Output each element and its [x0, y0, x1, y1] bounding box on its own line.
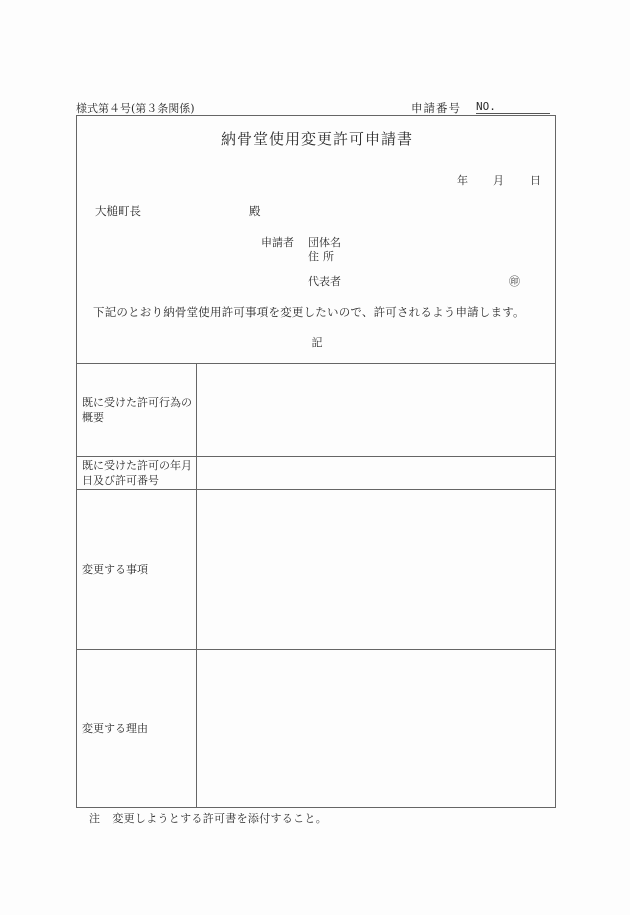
honorific: 殿 — [249, 204, 261, 218]
seal-icon: ㊞ — [509, 275, 520, 288]
addressee: 大槌町長 — [95, 204, 141, 218]
application-form-box — [76, 115, 556, 808]
application-number-label: 申請番号 — [411, 101, 461, 115]
address-label: 住所 — [308, 250, 338, 263]
ki-heading: 記 — [311, 336, 323, 349]
change-reason-field[interactable] — [197, 650, 555, 807]
note-text: 変更しようとする許可書を添付すること。 — [112, 812, 328, 825]
change-items-field[interactable] — [197, 490, 555, 649]
table-row-prior-permit-date-number — [77, 456, 555, 489]
date-day-label: 日 — [530, 174, 541, 187]
request-statement: 下記のとおり納骨堂使用許可事項を変更したいので、許可されるよう申請します。 — [93, 305, 525, 319]
row-label: 既に受けた許可行為の概要 — [77, 364, 197, 456]
application-number-field[interactable]: NO. — [476, 100, 550, 114]
date-month-label: 月 — [493, 174, 504, 187]
applicant-label: 申請者 — [261, 236, 294, 249]
row-label: 既に受けた許可の年月日及び許可番号 — [77, 457, 197, 489]
footer-note — [89, 810, 327, 826]
prior-permit-date-number-field[interactable] — [197, 457, 555, 489]
table-row-change-items — [77, 489, 555, 649]
row-label: 変更する理由 — [77, 650, 197, 807]
table-row-change-reason — [77, 649, 555, 807]
date-year-label: 年 — [457, 174, 468, 187]
document-title: 納骨堂使用変更許可申請書 — [220, 130, 413, 148]
form-reference: 様式第４号(第３条関係) — [76, 102, 195, 115]
organization-name-label: 団体名 — [308, 236, 341, 249]
prior-permit-summary-field[interactable] — [197, 364, 555, 456]
row-label: 変更する事項 — [77, 490, 197, 649]
table-row-prior-permit-summary — [77, 363, 555, 456]
note-mark: 注 — [89, 812, 101, 825]
representative-label: 代表者 — [308, 275, 341, 288]
